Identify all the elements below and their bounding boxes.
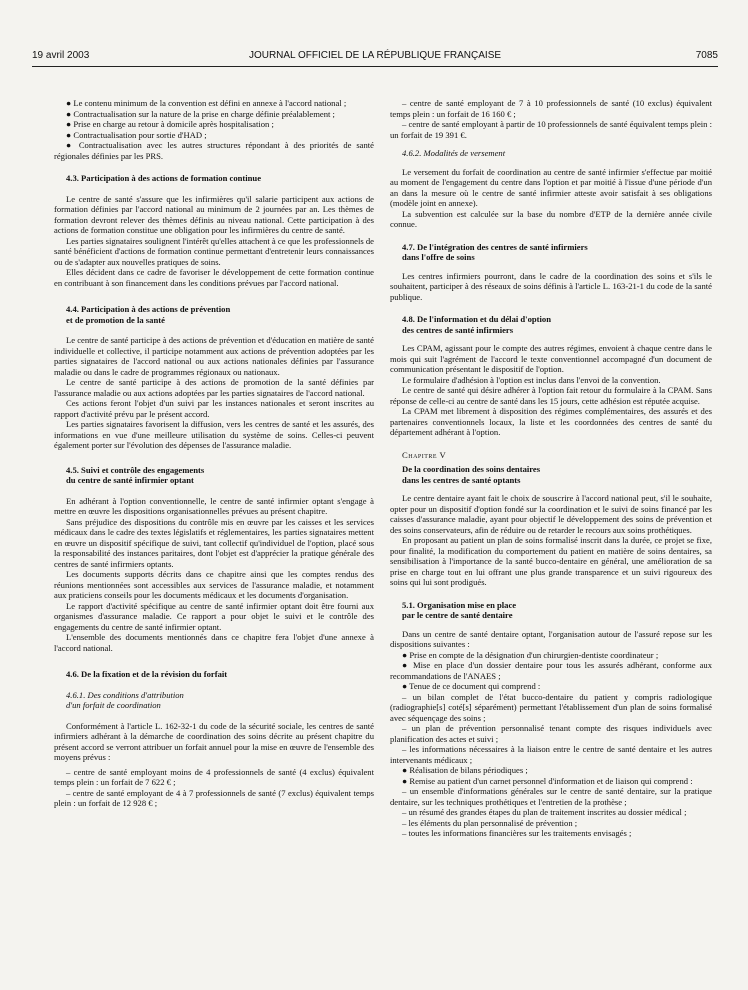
paragraph: Les centres infirmiers pourront, dans le cadre de la coordination des soins et s'ils le souhaitent, participer à des réseaux de soins définis à l'article L. 163-21-1 du code de la santé publique. [390,270,712,302]
bullet-item: ● Le contenu minimum de la convention est défini en annexe à l'accord national ; [66,98,347,108]
dash-item: – centre de santé employant de 7 à 10 professionnels de santé (10 exclus) équivalent temps plein : un forfait de 16 160 € ; [390,98,712,119]
bullet-item: ● Contractualisation pour sortie d'HAD ; [66,129,207,140]
paragraph: Les parties signataires soulignent l'intérêt qu'elles attachent à ce que les professionnels de santé bénéficient d'actions de formation continue permettant d'entretenir leurs connaissances ou de s'adapter aux nouvelles pratiques de soins. [54,235,374,267]
subsection-heading: d'un forfait de coordination [66,700,161,710]
bullet-item: ● Contractualisation sur la nature de la prise en charge définie préalablement ; [66,108,335,119]
dash-item: – toutes les informations financières sur les traitements envisagés ; [402,828,632,838]
paragraph: Le formulaire d'adhésion à l'option est inclus dans l'envoi de la convention. [402,374,661,385]
section-heading: du centre de santé infirmier optant [66,475,194,485]
section-heading: 4.7. De l'intégration des centres de santé infirmiers [402,241,588,252]
dash-item: – centre de santé employant moins de 4 professionnels de santé (4 exclus) équivalent temps plein : un forfait de 7 622 € ; [54,766,374,787]
chapter-title: dans les centres de santé optants [402,474,521,485]
subsection-heading: 4.6.2. Modalités de versement [402,148,506,158]
right-column [390,98,712,839]
dash-item: – centre de santé employant de 4 à 7 professionnels de santé (7 exclus) équivalent temps plein : un forfait de 12 928 € ; [54,787,374,808]
header-journal-title: JOURNAL OFFICIEL DE LA RÉPUBLIQUE FRANÇAISE [248,50,502,61]
header-date: 19 avril 2003 [32,50,90,61]
paragraph: Dans un centre de santé dentaire optant, l'organisation autour de l'assuré repose sur les dispositions suivantes : [390,628,712,649]
paragraph: Ces actions feront l'objet d'un suivi par les instances nationales et seront inscrites au rapport d'activité prévu par le présent accord. [54,398,374,419]
section-heading: des centres de santé infirmiers [402,324,514,335]
page-header [32,50,718,64]
paragraph: Le rapport d'activité spécifique au centre de santé infirmier optant doit être fourni aux organismes d'assurance maladie. Ce rapport a pour objet le suivi et le contrôle des engagements du centre de santé infirmier optant. [54,600,374,632]
paragraph: Le centre de santé s'assure que les infirmières qu'il salarie participent aux actions de formation définies par l'accord national au minimum de 2 journées par an. Les thèmes de formation devront relever des thèmes définis au niveau national. Cette participation à des actions de formation constitue une obligation pour les infirmières du centre de santé. [54,193,374,235]
paragraph: En adhérant à l'option conventionnelle, le centre de santé infirmier optant s'engage à mettre en œuvre les dispositions organisationnelles prévues au présent chapitre. [54,495,374,516]
left-column [54,98,374,809]
bullet-item: ● Mise en place d'un dossier dentaire pour tous les assurés adhérant, conforme aux recommandations de l'ANAES ; [390,660,712,681]
section-heading: 5.1. Organisation mise en place [402,599,517,610]
section-heading: 4.8. De l'information et du délai d'option [402,314,551,324]
section-heading: 4.3. Participation à des actions de formation continue [66,173,262,183]
paragraph: Le centre dentaire ayant fait le choix de souscrire à l'accord national peut, s'il le souhaite, opter pour un dispositif d'option fondé sur la coordination et le suivi de soins financé par les caisses d'assurance maladie, ayant pour objectif le développement des soins de prévention et des soins conservateurs, afin de réduire ou de retarder le recours aux soins prothétiques. [390,493,712,535]
bullet-item: ● Remise au patient d'un carnet personnel d'information et de liaison qui comprend : [402,775,693,786]
paragraph: Les parties signataires favorisent la diffusion, vers les centres de santé et les assurés, des informations en vue d'une meilleure utilisation du système de soins. Celles-ci peuvent également porter sur l'évolution des dépenses de l'assurance maladie. [54,419,374,450]
header-page-number: 7085 [695,50,718,61]
header-rule [32,66,718,67]
paragraph: Le centre de santé participe à des actions de prévention et d'éducation en matière de santé individuelle et collective, il participe notamment aux actions de prévention adoptées par les parties signataires de l'accord national ou aux actions nationales définies par l'assurance maladie ou dans le cadre de programmes régionaux ou nationaux. [54,335,374,377]
paragraph: Les CPAM, agissant pour le compte des autres régimes, envoient à chaque centre dans le mois qui suit l'agrément de l'accord le texte conventionnel accompagné d'un document de communication présentant le dispositif de l'option. [390,343,712,374]
section-heading: 4.4. Participation à des actions de prévention [66,304,231,314]
dash-item: – les informations nécessaires à la liaison entre le centre de santé dentaire et les autres intervenants médicaux ; [390,744,712,765]
chapter-title: De la coordination des soins dentaires [402,464,541,474]
section-heading: 4.5. Suivi et contrôle des engagements [66,464,205,475]
paragraph: La subvention est calculée sur la base du nombre d'ETP de la dernière année civile connue. [390,208,712,229]
paragraph: Les documents supports décrits dans ce chapitre ainsi que les comptes rendus des réunions mentionnées sont accessibles aux services de l'assurance maladie, et notamment aux praticiens conseils pour les documents médicaux et les documents d'organisation. [54,569,374,600]
dash-item: – centre de santé employant à partir de 10 professionnels de santé équivalent temps plein : un forfait de 19 391 €. [390,119,712,140]
paragraph: Le centre de santé qui désire adhérer à l'option fait retour du formulaire à la CPAM. Sans réponse de celle-ci au centre de santé dans les 15 jours, cette adhésion est réputée acquise. [390,385,712,406]
paragraph: Le versement du forfait de coordination au centre de santé infirmier s'effectue par moitié au moment de l'engagement du centre dans l'option et par moitié à l'issue d'une période d'un an dans la mesure où le centre de santé infirmier atteste avoir satisfait à ses obligations (modèle joint en annexe). [390,166,712,208]
dash-item: – un résumé des grandes étapes du plan de traitement inscrites au dossier médical ; [402,807,687,817]
paragraph: La CPAM met librement à disposition des régimes complémentaires, des assurés et des partenaires conventionnels locaux, la liste et les coordonnées des centres de santé du département adhérant à l'option. [390,406,712,437]
paragraph: En proposant au patient un plan de soins formalisé inscrit dans la durée, ce projet se fixe, pour finalité, la modification du comportement du patient en matière de soins dentaires, sa sensibilisation à l'importance de la santé bucco-dentaire en général, une amélioration de sa prise en charge tout en lui offrant une plus grande transparence et un suivi rigoureux des soins qui lui sont prodigués. [390,535,712,587]
s51-list [390,650,712,839]
paragraph: Le centre de santé participe à des actions de promotion de la santé définies par l'assurance maladie ou aux actions adoptées par les parties signataires de l'accord national. [54,377,374,398]
bullet-item: ● Prise en compte de la désignation d'un chirurgien-dentiste coordinateur ; [402,649,659,660]
bullet-item: ● Contractualisation avec les autres structures répondant à des priorités de santé régionales définies par les PRS. [54,140,374,161]
bullet-item: ● Réalisation de bilans périodiques ; [402,765,528,775]
dash-item: – un plan de prévention personnalisé tenant compte des risques individuels avec planification des actes et suivi ; [390,723,712,744]
paragraph: Elles décident dans ce cadre de favoriser le développement de cette formation continue en contribuant à son financement dans les conditions prévues par l'accord national. [54,267,374,288]
dash-item: – un bilan complet de l'état bucco-dentaire du patient y compris radiologique (radiographie[s] coté[s] séparément) permettant l'établissement d'un plan de soins formalisé avec séquençage des soins ; [390,691,712,723]
subsection-heading: 4.6.1. Des conditions d'attribution [66,689,184,700]
paragraph: Conformément à l'article L. 162-32-1 du code de la sécurité sociale, les centres de santé infirmiers adhérant à la démarche de coordination des soins décrite au présent chapitre du présent accord se verront attribuer un forfait annuel pour la mise en œuvre de l'ensemble des moyens prévus : [54,720,374,762]
paragraph: L'ensemble des documents mentionnés dans ce chapitre fera l'objet d'une annexe à l'accord national. [54,632,374,653]
section-heading: dans l'offre de soins [402,252,475,262]
section-heading: et de promotion de la santé [66,314,165,325]
paragraph: Sans préjudice des dispositions du contrôle mis en œuvre par les caisses et les services médicaux dans le cadre des textes législatifs et réglementaires, les parties signataires mettent en œuvre un dispositif spécifique de suivi, tant collectif qu'individuel de l'option, placé sous la responsabilité des instances paritaires, dont l'objet est d'apprécier la pratique générale des centres de santé infirmiers optants. [54,516,374,569]
bullet-item: ● Prise en charge au retour à domicile après hospitalisation ; [66,119,274,129]
section-heading: 4.6. De la fixation et de la révision du forfait [66,669,228,679]
section-heading: par le centre de santé dentaire [402,610,513,620]
dash-item: – les éléments du plan personnalisé de prévention ; [402,817,578,828]
dash-item: – un ensemble d'informations générales sur le centre de santé dentaire, sur la pratique dentaire, sur les techniques prothétiques et l'entretien de la prothèse ; [390,786,712,807]
bullet-item: ● Tenue de ce document qui comprend : [402,681,541,691]
chapter-heading: Chapitre V [402,449,447,460]
